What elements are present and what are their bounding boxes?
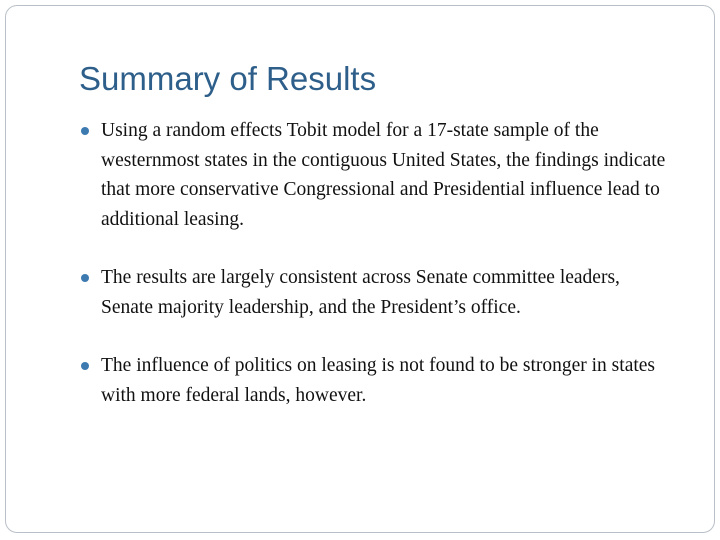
bullet-item [80,263,670,322]
bullet-dot-icon [81,127,89,135]
bullet-item [80,351,670,410]
bullet-text: The influence of politics on leasing is not found to be stronger in states with more federal lands, however. [101,355,656,406]
bullet-item [80,116,670,234]
bullet-text: Using a random effects Tobit model for a 17-state sample of the westernmost states in the contiguous United States, the findings indicate that more conservative Congressional and Presidential influence lead to additional leasing. [101,120,666,230]
bullet-text: The results are largely consistent across Senate committee leaders, Senate majority leadership, and the President’s office. [101,267,620,318]
slide-title: Summary of Results [79,60,377,97]
bullet-dot-icon [81,274,89,282]
bullet-dot-icon [81,362,89,370]
bullet-list [80,116,670,439]
